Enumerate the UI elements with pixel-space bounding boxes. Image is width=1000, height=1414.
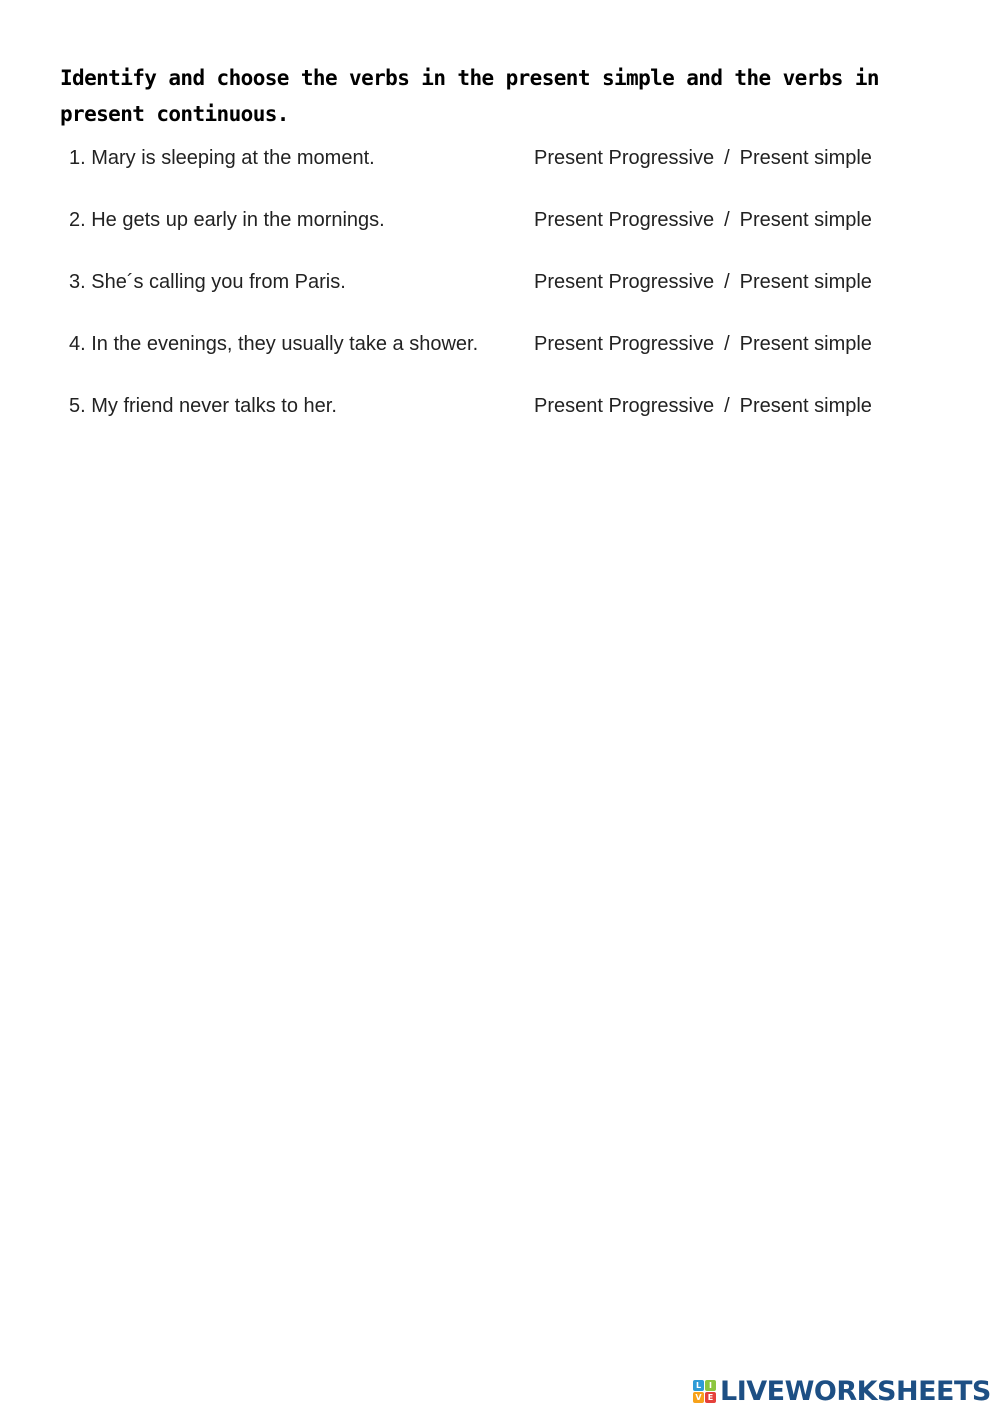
option-present-progressive[interactable]: Present Progressive (534, 209, 715, 231)
exercise-item-2 (69, 202, 929, 264)
choice-separator: / (724, 147, 730, 169)
option-present-simple[interactable]: Present simple (739, 271, 872, 293)
live-logo-icon (693, 1380, 716, 1403)
logo-letter-v: V (693, 1392, 704, 1403)
choice-separator: / (724, 395, 730, 417)
brand-name: LIVEWORKSHEETS (720, 1375, 991, 1407)
choice-group (534, 202, 872, 238)
option-present-simple[interactable]: Present simple (739, 209, 872, 231)
option-present-simple[interactable]: Present simple (739, 333, 872, 355)
instruction-text: Identify and choose the verbs in the present simple and the verbs in present continuous. (60, 66, 879, 126)
logo-letter-i: I (705, 1380, 716, 1391)
option-present-progressive[interactable]: Present Progressive (534, 333, 715, 355)
option-present-progressive[interactable]: Present Progressive (534, 271, 715, 293)
choice-group (534, 264, 872, 300)
choice-group (534, 140, 872, 176)
choice-group (534, 326, 872, 362)
exercise-item-5 (69, 388, 929, 450)
sentence: 4. In the evenings, they usually take a shower. (69, 333, 479, 355)
option-present-simple[interactable]: Present simple (739, 147, 872, 169)
exercise-item-3 (69, 264, 929, 326)
sentence: 3. She´s calling you from Paris. (69, 271, 346, 293)
sentence: 5. My friend never talks to her. (69, 395, 337, 417)
choice-separator: / (724, 271, 730, 293)
option-present-progressive[interactable]: Present Progressive (534, 147, 715, 169)
sentence: 1. Mary is sleeping at the moment. (69, 147, 375, 169)
exercise-item-4 (69, 326, 929, 388)
sentence: 2. He gets up early in the mornings. (69, 209, 385, 231)
choice-separator: / (724, 333, 730, 355)
exercise-item-1 (69, 140, 929, 202)
option-present-simple[interactable]: Present simple (739, 395, 872, 417)
exercise-list (69, 140, 929, 450)
logo-letter-l: L (693, 1380, 704, 1391)
liveworksheets-logo (693, 1376, 991, 1406)
choice-separator: / (724, 209, 730, 231)
logo-letter-e: E (705, 1392, 716, 1403)
option-present-progressive[interactable]: Present Progressive (534, 395, 715, 417)
choice-group (534, 388, 872, 424)
